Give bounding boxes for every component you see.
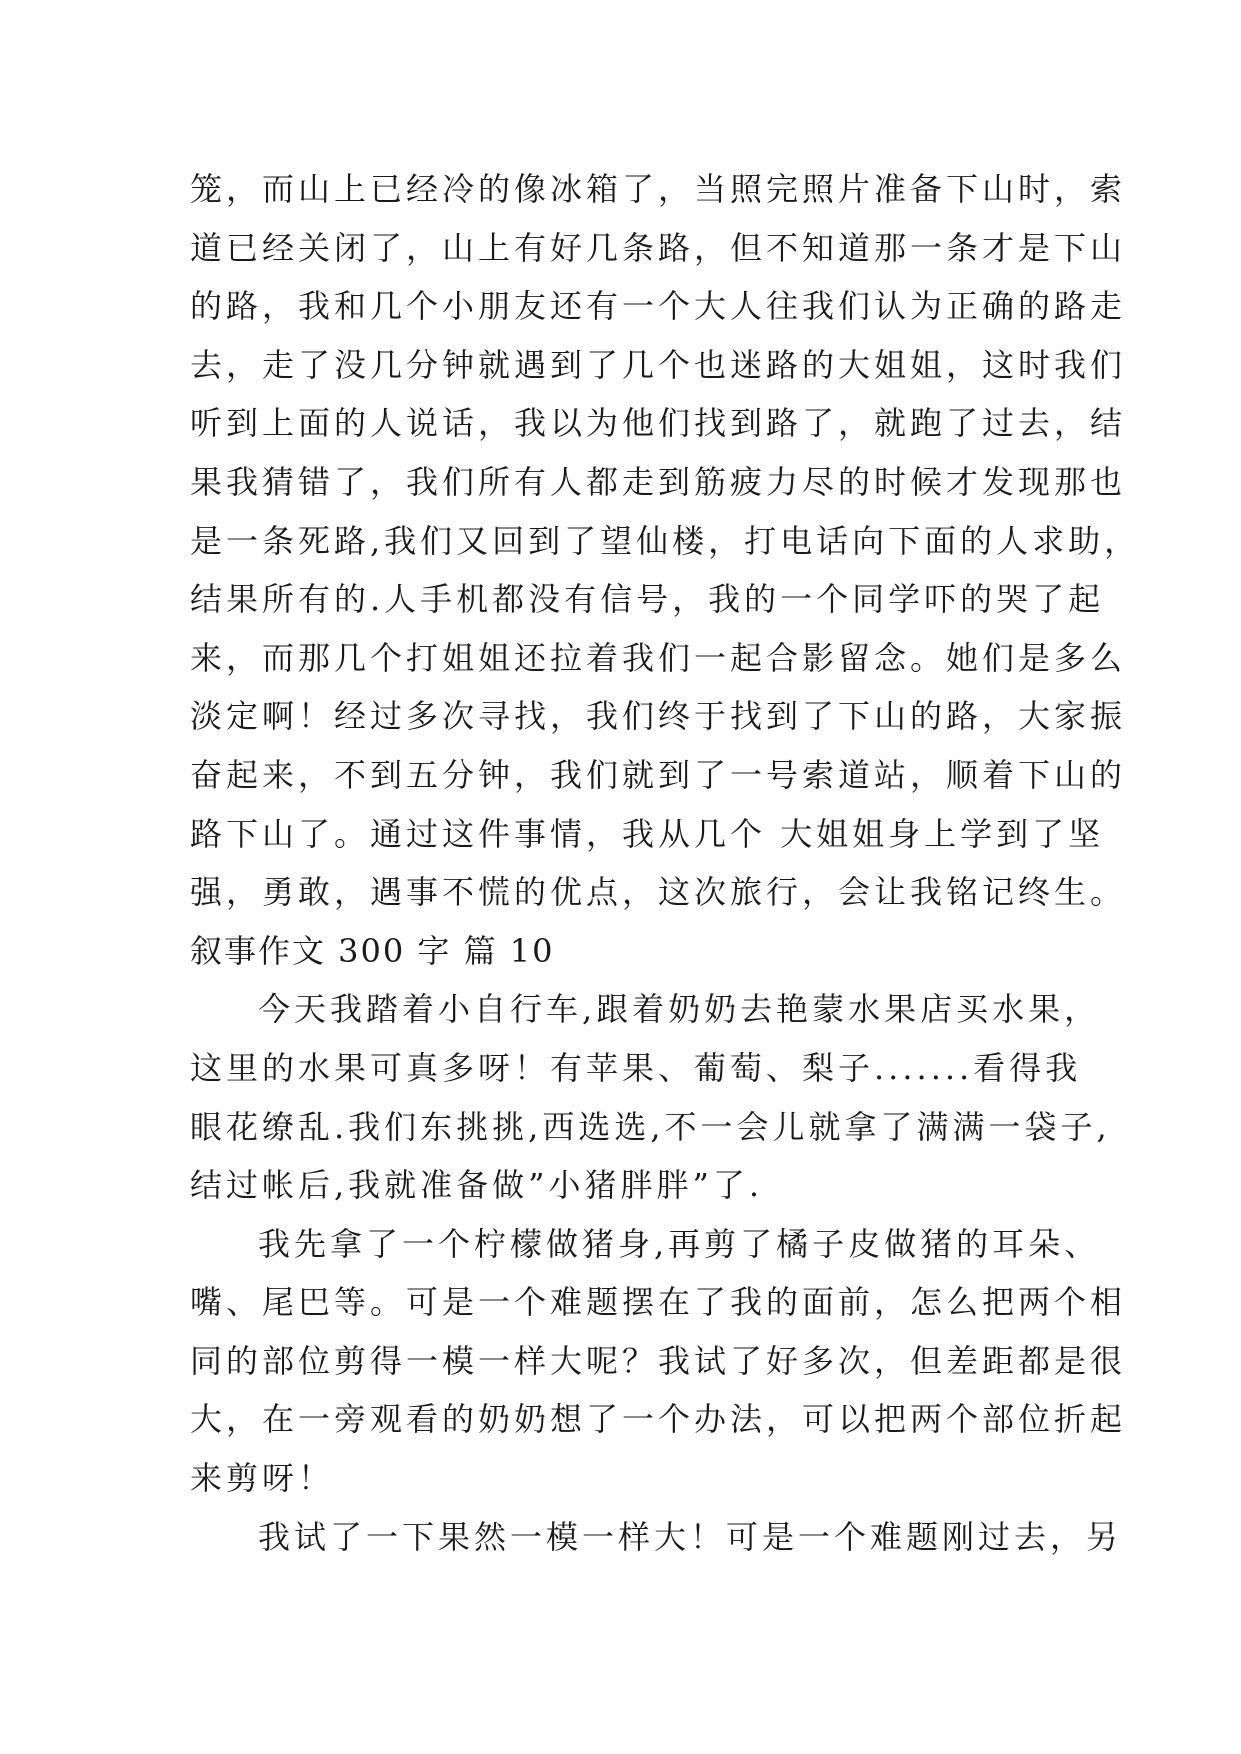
text-line: 结果所有的.人手机都没有信号，我的一个同学吓的哭了起 — [190, 580, 1105, 619]
text-line: 淡定啊！经过多次寻找，我们终于找到了下山的路，大家振 — [190, 697, 1127, 736]
text-line: 是一条死路,我们又回到了望仙楼，打电话向下面的人求助， — [190, 521, 1141, 560]
text-line: 听到上面的人说话，我以为他们找到路了，就跑了过去，结 — [190, 404, 1127, 443]
text-line: 奋起来，不到五分钟，我们就到了一号索道站，顺着下山的 — [190, 755, 1127, 794]
paragraph-first-line: 今天我踏着小自行车,跟着奶奶去艳蒙水果店买水果， — [258, 990, 1101, 1029]
paragraph-first-line: 我先拿了一个柠檬做猪身,再剪了橘子皮做猪的耳朵、 — [258, 1224, 1101, 1263]
text-line: 路下山了。通过这件事情，我从几个 大姐姐身上学到了坚 — [190, 814, 1105, 853]
document-body — [190, 160, 1141, 1566]
text-line: 嘴、尾巴等。可是一个难题摆在了我的面前，怎么把两个相 — [190, 1283, 1127, 1322]
text-line: 这里的水果可真多呀！有苹果、葡萄、梨子.......看得我 — [190, 1048, 1082, 1087]
text-line: 结过帐后,我就准备做”小猪胖胖”了. — [190, 1166, 764, 1205]
text-line: 来，而那几个打姐姐还拉着我们一起合影留念。她们是多么 — [190, 638, 1127, 677]
text-line: 笼，而山上已经冷的像冰箱了，当照完照片准备下山时，索 — [190, 170, 1127, 208]
text-line: 眼花缭乱.我们东挑挑,西选选,不一会儿就拿了满满一袋子, — [190, 1107, 1111, 1146]
text-line: 来剪呀！ — [190, 1459, 335, 1498]
section-heading: 叙事作文 300 字 篇 10 — [190, 931, 555, 970]
text-line: 大，在一旁观看的奶奶想了一个办法，可以把两个部位折起 — [190, 1400, 1127, 1439]
text-line: 的路，我和几个小朋友还有一个大人往我们认为正确的路走 — [190, 287, 1127, 326]
text-line: 去，走了没几分钟就遇到了几个也迷路的大姐姐，这时我们 — [190, 345, 1127, 384]
text-line: 果我猜错了，我们所有人都走到筋疲力尽的时候才发现那也 — [190, 462, 1127, 501]
text-line: 同的部位剪得一模一样大呢？我试了好多次，但差距都是很 — [190, 1341, 1127, 1380]
text-line: 道已经关闭了，山上有好几条路，但不知道那一条才是下山 — [190, 228, 1127, 267]
paragraph-first-line: 我试了一下果然一模一样大！可是一个难题刚过去，另 — [258, 1517, 1123, 1556]
text-line: 强，勇敢，遇事不慌的优点，这次旅行，会让我铭记终生。 — [190, 873, 1127, 912]
